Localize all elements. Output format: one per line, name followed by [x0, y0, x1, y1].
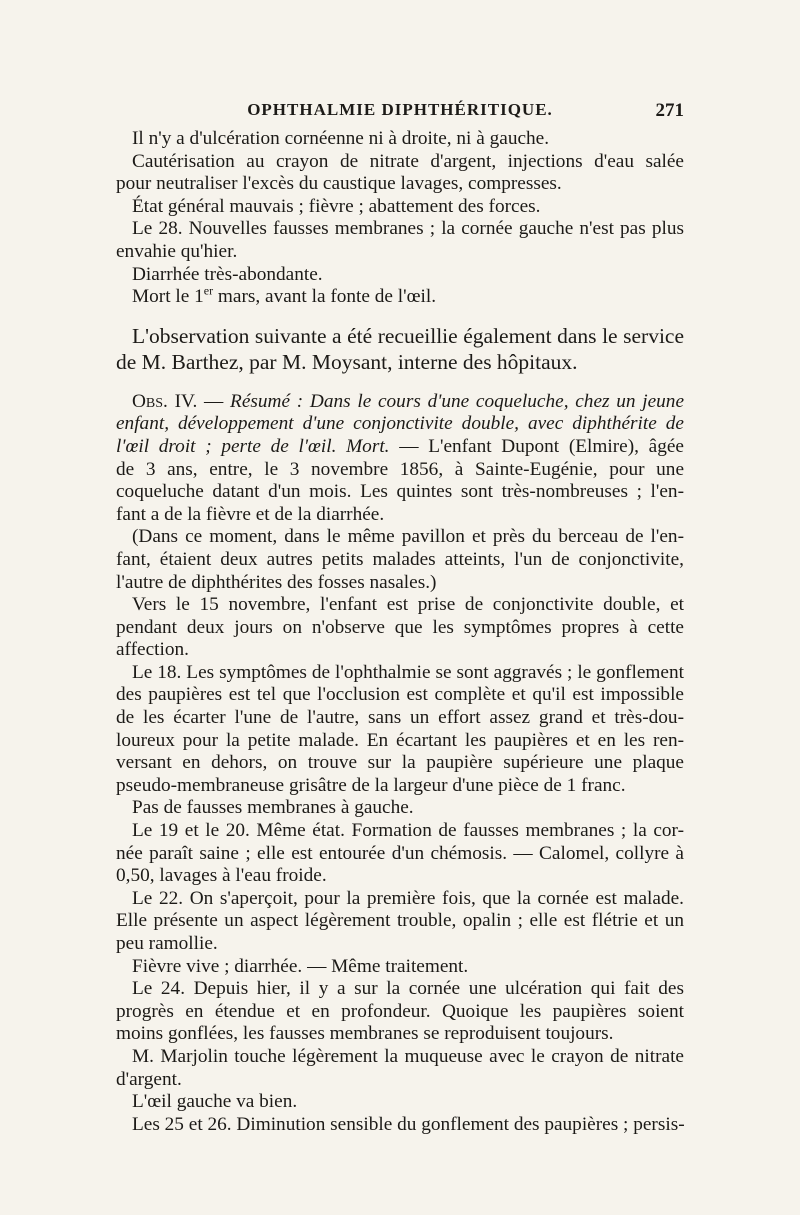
text-line: Le 19 et le 20. Même état. Formation de fausses membranes ; la cor- [132, 820, 684, 842]
text-line: L'œil gauche va bien. [132, 1091, 298, 1113]
page-body [116, 128, 684, 1136]
text-line: née paraît saine ; elle est entourée d'un chémosis. — Calomel, collyre à [116, 842, 684, 864]
text-line: moins gonflées, les fausses membranes se reproduisent toujours. [116, 1023, 614, 1045]
intro-line: L'observation suivante a été recueillie également dans le service [132, 323, 684, 348]
text-line: envahie qu'hier. [116, 240, 238, 262]
summary-text: Résumé : Dans le cours d'une coqueluche, chez un jeune [230, 390, 685, 412]
text-line [116, 283, 684, 309]
superscript: er [203, 283, 214, 298]
text-line: peu ramollie. [116, 933, 218, 954]
text-line: pendant deux jours on n'observe que les symptômes propres à cette [116, 616, 684, 638]
text-line: des paupières est tel que l'occlusion est complète et qu'il est impossible [116, 684, 684, 706]
text-line: Vers le 15 novembre, l'enfant est prise de conjonctivite double, et [132, 594, 684, 616]
text-line: Le 22. On s'aperçoit, pour la première fois, que la cornée est malade. [132, 887, 684, 909]
text-line: affection. [116, 639, 189, 661]
text-line: progrès en étendue et en profondeur. Quoique les paupières soient [116, 1000, 684, 1022]
text-line: l'autre de diphthérites des fosses nasales.) [116, 571, 437, 593]
obs-number: IV. — [167, 390, 231, 412]
page-number: 271 [655, 100, 684, 121]
text-line: (Dans ce moment, dans le même pavillon et près du berceau de l'en- [132, 526, 684, 548]
observation-heading [116, 391, 684, 414]
text-line: de les écarter l'une de l'autre, sans un effort assez grand et très-dou- [116, 707, 684, 729]
text-line: Il n'y a d'ulcération cornéenne ni à droite, ni à gauche. [132, 128, 550, 149]
text-line: d'argent. [116, 1068, 182, 1090]
text-line: pour neutraliser l'excès du caustique lavages, compresses. [116, 173, 562, 195]
text-line: État général mauvais ; fièvre ; abattement des forces. [132, 195, 541, 217]
text-segment: mars, avant la fonte de l'œil. [213, 286, 437, 308]
text-line: Le 18. Les symptômes de l'ophthalmie se sont aggravés ; le gonflement [132, 661, 684, 683]
text-line: 0,50, lavages à l'eau froide. [116, 865, 327, 887]
text-line: Diarrhée très-abondante. [132, 263, 323, 285]
text-line: pseudo-membraneuse grisâtre de la largeur d'une pièce de 1 franc. [116, 774, 626, 796]
text-line: coqueluche datant d'un mois. Les quintes sont très-nombreuses ; l'en- [116, 481, 684, 503]
text-line: Pas de fausses membranes à gauche. [132, 797, 414, 819]
summary-line: enfant, développement d'une conjonctivite double, avec diphthérite de [116, 413, 684, 435]
text-line: Le 28. Nouvelles fausses membranes ; la cornée gauche n'est pas plus [132, 218, 684, 240]
text-line: fant, étaient deux autres petits malades atteints, l'un de conjonctivite, [116, 548, 684, 570]
text-line: versant en dehors, on trouve sur la paupière supérieure une plaque [116, 752, 684, 774]
running-title: OPHTHALMIE DIPHTHÉRITIQUE. [247, 100, 553, 119]
text-line: Le 24. Depuis hier, il y a sur la cornée une ulcération qui fait des [132, 978, 684, 1000]
intro-line: de M. Barthez, par M. Moysant, interne des hôpitaux. [116, 349, 578, 374]
spacer [116, 309, 684, 323]
text-line: Fièvre vive ; diarrhée. — Même traitement. [132, 955, 469, 977]
text-line: Les 25 et 26. Diminution sensible du gonflement des paupières ; persis- [132, 1113, 685, 1135]
summary-text: l'œil droit ; perte de l'œil. Mort. [116, 435, 390, 457]
text-line: Cautérisation au crayon de nitrate d'argent, injections d'eau salée [132, 150, 684, 172]
text-segment: — L'enfant Dupont (Elmire), âgée [389, 435, 684, 457]
text-line [116, 436, 684, 459]
text-line: loureux pour la petite malade. En écartant les paupières et en les ren- [116, 729, 684, 751]
text-line: de 3 ans, entre, le 3 novembre 1856, à Sainte-Eugénie, pour une [116, 458, 684, 480]
obs-label: Obs. [132, 390, 168, 412]
text-line: M. Marjolin touche légèrement la muqueuse avec le crayon de nitrate [132, 1045, 684, 1067]
text-segment: Mort le 1 [132, 286, 204, 308]
spacer [116, 375, 684, 391]
text-line: fant a de la fièvre et de la diarrhée. [116, 503, 385, 525]
page-header [116, 100, 684, 126]
text-line: Elle présente un aspect légèrement trouble, opalin ; elle est flétrie et un [116, 910, 684, 932]
